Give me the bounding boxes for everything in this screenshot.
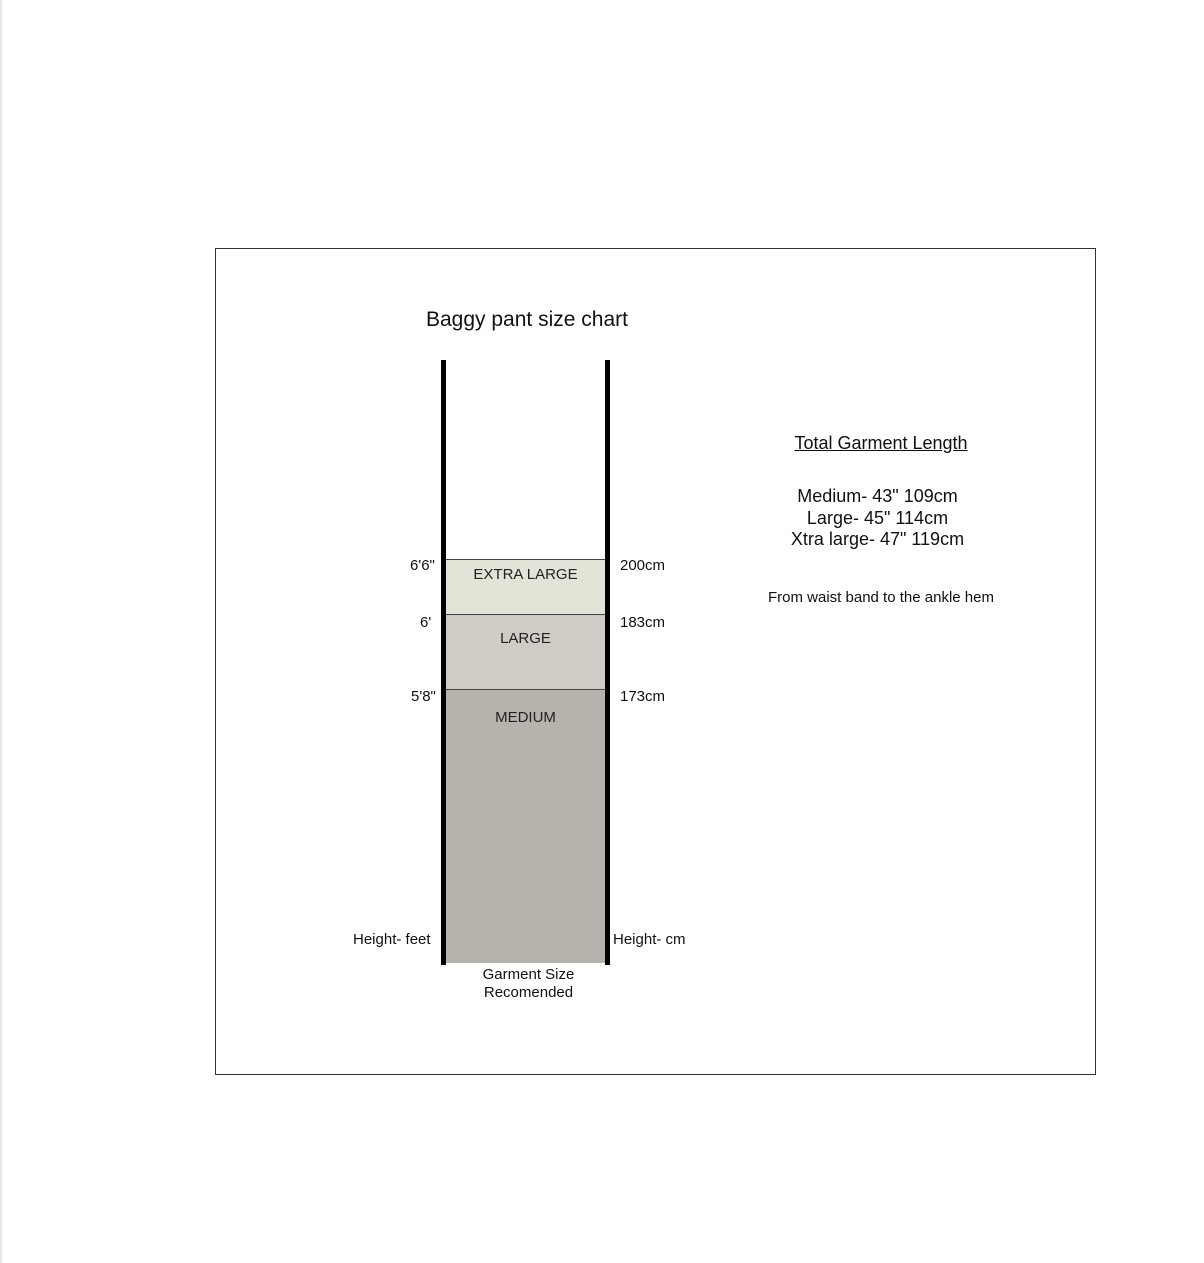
tick-feet-medium: 5'8" — [411, 688, 436, 705]
garment-length-list — [760, 486, 995, 551]
page-edge — [0, 0, 2, 1263]
band-extra-large — [446, 559, 605, 615]
length-medium: Medium- 43" 109cm — [797, 486, 958, 506]
length-extra-large: Xtra large- 47" 119cm — [790, 529, 965, 549]
tick-feet-extra-large: 6'6" — [410, 557, 435, 574]
garment-length-heading: Total Garment Length — [794, 433, 968, 453]
garment-size-caption — [446, 966, 611, 1002]
tick-cm-medium: 173cm — [620, 688, 666, 705]
tick-feet-large: 6' — [420, 614, 432, 631]
band-label-large: LARGE — [500, 630, 551, 647]
measurement-note: From waist band to the ankle hem — [768, 589, 994, 606]
band-large — [446, 614, 605, 690]
right-post — [605, 360, 610, 965]
chart-title: Baggy pant size chart — [426, 308, 628, 331]
axis-label-feet: Height- feet — [353, 931, 431, 948]
axis-label-cm: Height- cm — [613, 931, 686, 948]
tick-cm-large: 183cm — [620, 614, 666, 631]
caption-line-1: Garment Size — [482, 966, 575, 983]
left-post — [441, 360, 446, 965]
caption-line-2: Recomended — [483, 984, 574, 1001]
length-large: Large- 45" 114cm — [806, 507, 949, 528]
band-medium — [446, 689, 605, 963]
tick-cm-extra-large: 200cm — [620, 557, 666, 574]
chart-frame — [215, 248, 1096, 1075]
band-label-extra-large: EXTRA LARGE — [473, 566, 578, 583]
band-label-medium: MEDIUM — [495, 709, 556, 726]
